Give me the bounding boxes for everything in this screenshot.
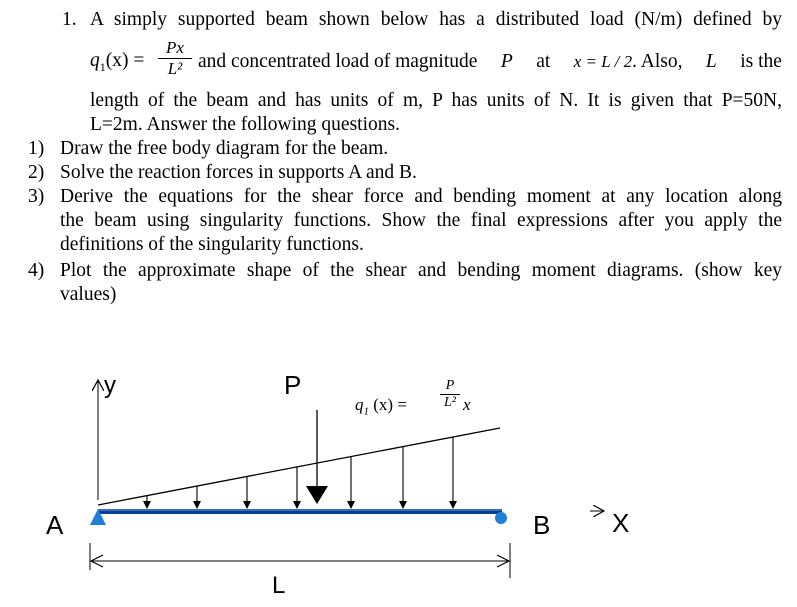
question-4-line-1: Plot the approximate shape of the shear and bending moment diagrams. (show key (60, 260, 782, 281)
question-3-number: 3) (28, 186, 45, 207)
point-load-arrowhead (306, 486, 328, 504)
question-4-number: 4) (28, 260, 45, 281)
question-1-text: Draw the free body diagram for the beam. (60, 138, 389, 159)
line2-P: P (500, 51, 513, 72)
question-4-line-2: values) (60, 284, 117, 305)
length-label: L (272, 572, 286, 599)
problem-line-3: length of the beam and has units of m, P has units of N. It is given that P=50N, (90, 90, 782, 111)
y-axis-label: y (104, 372, 116, 399)
x-axis-label: X (612, 508, 630, 538)
support-b-label: B (533, 510, 551, 540)
line2-is-the: is the (740, 51, 782, 72)
problem-number: 1. (62, 9, 77, 30)
line2-text: and concentrated load of magnitude (198, 51, 478, 72)
load-eq-q: q (355, 395, 364, 414)
load-eq-fraction (440, 378, 460, 411)
support-b-roller (495, 512, 507, 524)
load-eq-arg: (x) = (373, 395, 407, 414)
formula-q: q (90, 50, 100, 71)
load-envelope-line (98, 428, 500, 505)
question-1-number: 1) (28, 138, 45, 159)
distributed-load-arrows (147, 437, 453, 508)
problem-line-1: A simply supported beam shown below has a distributed load (N/m) defined by (90, 9, 782, 30)
support-a-label: A (46, 510, 64, 540)
formula-denominator: L² (167, 59, 183, 78)
question-3-line-3: definitions of the singularity functions. (60, 234, 364, 255)
load-eq-den: L² (444, 395, 456, 410)
load-equation (355, 395, 407, 417)
problem-line-4: L=2m. Answer the following questions. (90, 114, 400, 135)
line2-L: L (705, 51, 717, 72)
line2-at: at (536, 51, 551, 72)
question-3-line-1: Derive the equations for the shear force and bending moment at any location along (60, 186, 782, 207)
question-2-text: Solve the reaction forces in supports A and B. (60, 162, 417, 183)
question-3-line-2: the beam using singularity functions. Show the final expressions after you apply the (60, 210, 782, 231)
formula-numerator: Px (158, 38, 192, 59)
line2-also: . Also, (632, 51, 683, 72)
load-eq-sub: 1 (363, 405, 369, 418)
formula-arg: (x) = (105, 50, 145, 71)
formula-q-sub: 1 (99, 59, 106, 74)
question-2-number: 2) (28, 162, 45, 183)
load-eq-var: x (463, 395, 471, 414)
line2-x-eq: x = L / 2 (573, 52, 633, 71)
load-eq-num: P (440, 378, 460, 395)
point-load-label: P (284, 370, 302, 400)
